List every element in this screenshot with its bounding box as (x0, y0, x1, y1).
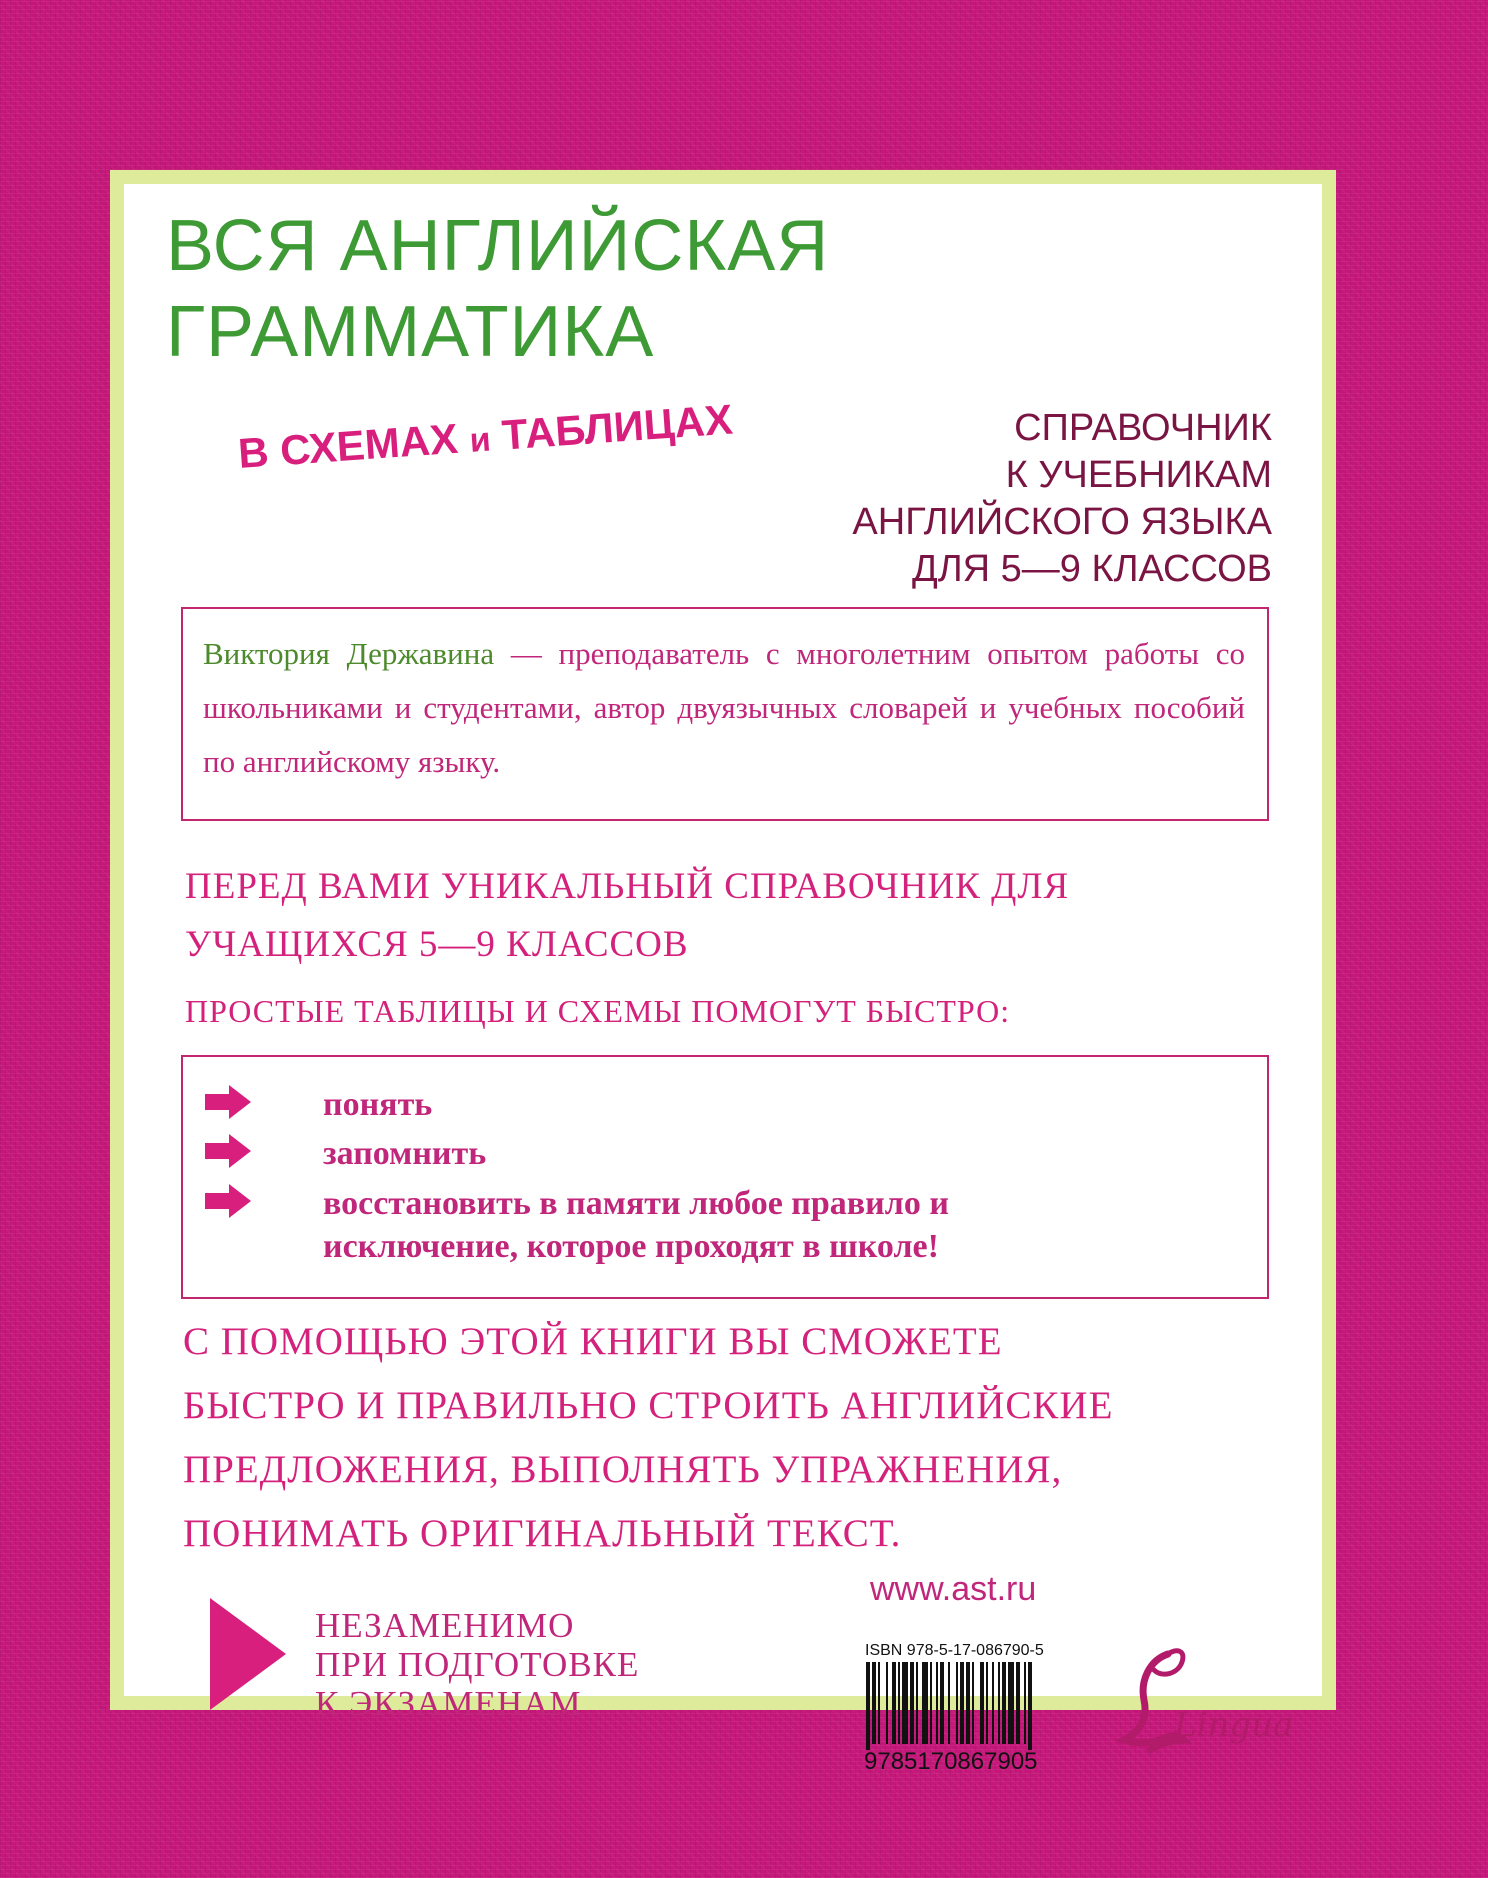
bullet-text-line1: восстановить в памяти любое правило и (323, 1185, 949, 1222)
exam-line2: ПРИ ПОДГОТОВКЕ (315, 1645, 640, 1684)
barcode-bar (936, 1662, 938, 1744)
play-triangle-icon (210, 1598, 286, 1710)
publisher-logo-icon (1110, 1640, 1294, 1760)
exam-line1: НЕЗАМЕНИМО (315, 1606, 575, 1645)
barcode-bar (986, 1662, 988, 1744)
bullet-text: понять (323, 1086, 433, 1123)
bullet-item (205, 1132, 486, 1175)
bullet-text-line2: исключение, которое проходят в школе! (323, 1228, 939, 1265)
arrow-right-icon (205, 1085, 251, 1119)
reference-line4: ДЛЯ 5—9 КЛАССОВ (911, 548, 1272, 590)
author-name: Виктория Державина (203, 636, 495, 671)
barcode-bar (866, 1662, 870, 1750)
barcode-bar (992, 1662, 994, 1744)
barcode-number: 9785170867905 (864, 1748, 1038, 1775)
benefits-line2: БЫСТРО И ПРАВИЛЬНО СТРОИТЬ АНГЛИЙСКИЕ (183, 1384, 1114, 1427)
exam-note (315, 1606, 639, 1723)
barcode-bar (998, 1662, 1000, 1744)
benefits-text (183, 1310, 1313, 1566)
isbn-label: ISBN 978-5-17-086790-5 (865, 1642, 1044, 1659)
bullet-text (323, 1182, 949, 1268)
barcode-bar (1024, 1662, 1026, 1744)
barcode-bar (1016, 1662, 1020, 1744)
barcode-bar (948, 1662, 950, 1744)
reference-line3: АНГЛИЙСКОГО ЯЗЫКА (852, 501, 1272, 543)
author-box (181, 607, 1269, 821)
barcode-bar (960, 1662, 964, 1744)
benefits-line4: ПОНИМАТЬ ОРИГИНАЛЬНЫЙ ТЕКСТ. (183, 1512, 902, 1555)
bullets-box (181, 1055, 1269, 1299)
barcode-bar (956, 1662, 958, 1744)
barcode-bar (1028, 1662, 1032, 1750)
bullet-item (205, 1083, 432, 1126)
barcode-bar (886, 1662, 888, 1744)
barcode-bar (972, 1662, 974, 1744)
exam-line3: К ЭКЗАМЕНАМ (315, 1684, 582, 1723)
publisher-website: www.ast.ru (870, 1570, 1037, 1608)
reference-description (852, 405, 1272, 593)
arrow-right-icon (205, 1184, 251, 1218)
barcode-bar (940, 1662, 944, 1744)
barcode-bar (878, 1662, 880, 1744)
barcode-bar (1002, 1662, 1006, 1744)
barcode-bar (872, 1662, 876, 1744)
barcode-bar (910, 1662, 914, 1744)
barcode-bar (892, 1662, 896, 1744)
publisher-logo-text: Lingua (1174, 1705, 1294, 1745)
barcode-bar (898, 1662, 900, 1744)
bullet-item (205, 1182, 949, 1268)
barcode-bar (980, 1662, 984, 1744)
book-title (166, 203, 829, 375)
subtitle-connector: и (468, 420, 492, 460)
barcode-bar (930, 1662, 932, 1744)
reference-line2: К УЧЕБНИКАМ (1005, 454, 1272, 496)
intro-lead: ПРОСТЫЕ ТАБЛИЦЫ И СХЕМЫ ПОМОГУТ БЫСТРО: (185, 993, 1011, 1029)
intro-heading: ПЕРЕД ВАМИ УНИКАЛЬНЫЙ СПРАВОЧНИК ДЛЯ УЧАЩИХСЯ 5—9 КЛАССОВ (185, 866, 1070, 965)
subtitle-part2: ТАБЛИЦАХ (500, 395, 735, 459)
reference-line1: СПРАВОЧНИК (1014, 407, 1272, 449)
subtitle-part1: В СХЕМАХ (236, 414, 460, 478)
barcode-bar (922, 1662, 928, 1744)
barcode-icon (862, 1662, 1090, 1750)
benefits-line1: С ПОМОЩЬЮ ЭТОЙ КНИГИ ВЫ СМОЖЕТЕ (183, 1320, 1003, 1363)
barcode-bar (902, 1662, 908, 1744)
author-bio: — преподаватель с многолетним опытом работы со школьниками и студентами, автор двуязычных словарей и учебных пособий по английскому языку. (203, 636, 1246, 779)
benefits-line3: ПРЕДЛОЖЕНИЯ, ВЫПОЛНЯТЬ УПРАЖНЕНИЯ, (183, 1448, 1063, 1491)
book-title-line1: ВСЯ АНГЛИЙСКАЯ (166, 206, 830, 286)
bullet-text: запомнить (323, 1135, 487, 1172)
barcode-bar (916, 1662, 918, 1744)
book-title-line2: ГРАММАТИКА (166, 292, 655, 372)
arrow-right-icon (205, 1134, 251, 1168)
barcode-bar (966, 1662, 970, 1744)
barcode-bar (1008, 1662, 1014, 1744)
